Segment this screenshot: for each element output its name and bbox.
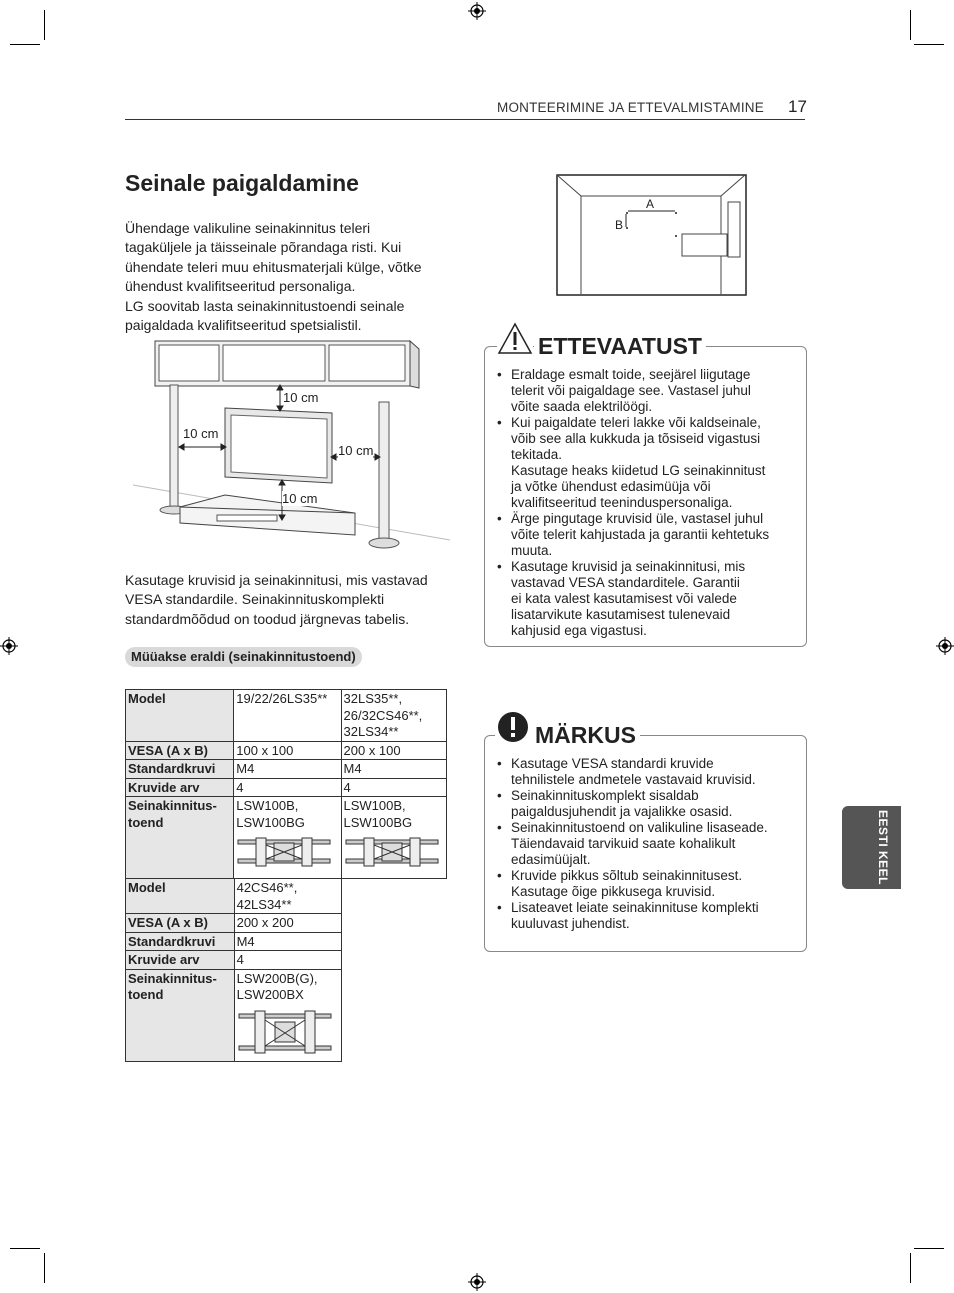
text-line: Kasutage kruvisid ja seinakinnitusi, mis vastavad — [125, 572, 428, 588]
item-line: lisatarvikute kasutamisest tulenevaid — [511, 607, 731, 622]
caution-list — [497, 367, 797, 639]
cell-line: LSW100B, — [236, 798, 299, 813]
table-row — [126, 914, 342, 933]
dimension-b-label: B — [615, 218, 624, 232]
cell-line: 42LS34** — [236, 896, 292, 912]
item-line: kvalifitseeritud teeninduspersonaliga. — [511, 495, 733, 510]
cell-line: LSW100BG — [236, 814, 305, 830]
text-line: VESA standardile. Seinakinnituskomplekti — [125, 591, 385, 608]
cell-line: LSW200B(G), — [236, 970, 318, 986]
item-line: tekitada. — [511, 447, 563, 462]
crop-mark — [910, 10, 911, 40]
item-line: Kasutage õige pikkusega kruvisid. — [511, 884, 716, 899]
table-header-cell — [126, 969, 235, 1061]
intro-paragraph — [125, 219, 445, 335]
dimension-a-label: A — [646, 197, 655, 211]
cell-line: LSW100BG — [343, 814, 413, 830]
item-line: • Seinakinnituskomplekt sisaldab — [511, 788, 699, 803]
table-cell — [234, 797, 341, 879]
list-item — [497, 868, 797, 900]
crop-mark — [44, 1253, 45, 1283]
item-line: • Eraldage esmalt toide, seejärel liigutage — [511, 367, 751, 382]
table-cell — [341, 690, 446, 742]
item-line: Kasutage heaks kiidetud LG seinakinnitust — [511, 463, 766, 478]
cell-line: Seinakinnitus- — [128, 798, 217, 813]
text-line: ühendate teleri muu ehitusmaterjali külge, võtke — [125, 258, 422, 275]
table-cell: 4 — [341, 778, 446, 797]
table-row — [126, 760, 447, 779]
wall-bracket-icon — [237, 1008, 333, 1056]
crop-mark — [914, 1248, 944, 1249]
text-line: Ühendage valikuline seinakinnitus teleri — [125, 220, 371, 236]
table-header-cell — [126, 797, 234, 879]
item-line: paigaldusjuhendit ja vajalikke osasid. — [511, 804, 733, 819]
table-row — [126, 690, 447, 742]
item-line: • Kruvide pikkus sõltub seinakinnitusest. — [511, 868, 743, 883]
item-line: telerit või paigaldage see. Vastasel juhul — [511, 383, 751, 398]
wall-bracket-icon — [344, 835, 440, 869]
table-cell: 4 — [234, 951, 341, 970]
item-line: ja võtke ühendust edasimüüja või — [511, 479, 711, 494]
list-item — [497, 415, 797, 511]
table-cell: M4 — [234, 932, 341, 951]
item-line: • Kui paigaldate teleri lakke või kaldseinale, — [511, 415, 761, 430]
cell-line: LSW200BX — [236, 987, 304, 1002]
table-cell: 4 — [234, 778, 341, 797]
item-line: kuuluvast juhendist. — [511, 916, 630, 931]
list-item — [497, 367, 797, 415]
item-line: muuta. — [511, 543, 553, 558]
note-title: MÄRKUS — [531, 722, 640, 749]
list-item — [497, 559, 797, 639]
text-line: LG soovitab lasta seinakinnitustoendi seinale — [125, 297, 405, 314]
note-list — [497, 756, 797, 932]
item-line: Täiendavaid tarvikuid saate kohalikult — [511, 836, 736, 851]
caution-title: ETTEVAATUST — [534, 333, 706, 360]
clearance-illustration — [125, 335, 450, 555]
list-item — [497, 900, 797, 932]
table-cell: 200 x 200 — [234, 914, 341, 933]
list-item — [497, 820, 797, 868]
table-header-cell: VESA (A x B) — [126, 914, 235, 933]
sold-separately-badge: Müüakse eraldi (seinakinnitustoend) — [125, 647, 362, 667]
item-line: võib see alla kukkuda ja tõsiseid vigastusi — [511, 431, 761, 446]
cell-line: Seinakinnitus- — [128, 970, 217, 986]
clearance-bottom-label: 10 cm — [282, 491, 318, 506]
table-header-cell: Kruvide arv — [126, 778, 234, 797]
registration-mark-icon — [468, 1273, 486, 1291]
vesa-table-2 — [125, 878, 342, 1062]
item-line: • Seinakinnitustoend on valikuline lisaseade. — [511, 820, 768, 835]
table-row — [126, 969, 342, 1061]
crop-mark — [910, 1253, 911, 1283]
cell-line: 32LS34** — [343, 724, 399, 739]
item-line: võite saada elektrilöögi. — [511, 399, 653, 414]
text-line: tagaküljele ja täisseinale põrandaga risti. Kui — [125, 239, 402, 256]
warning-triangle-icon — [497, 322, 533, 356]
section-header: MONTEERIMINE JA ETTEVALMISTAMINE — [497, 100, 764, 115]
table-row — [126, 879, 342, 914]
vesa-paragraph — [125, 571, 445, 629]
cell-line: 42CS46**, — [236, 880, 298, 895]
item-line: ei kata valest kasutamisest või valede — [511, 591, 737, 606]
language-tab-label: EESTI KEEL — [876, 810, 890, 886]
table-cell: M4 — [341, 760, 446, 779]
item-line: kahjusid ega vigastusi. — [511, 623, 647, 638]
page-title: Seinale paigaldamine — [125, 170, 359, 196]
registration-mark-icon — [468, 2, 486, 20]
crop-mark — [10, 1248, 40, 1249]
registration-mark-icon — [0, 637, 18, 655]
table-header-cell: Model — [126, 690, 234, 742]
page-number: 17 — [788, 97, 807, 116]
item-line: vastavad VESA standarditele. Garantii — [511, 575, 740, 590]
item-line: • Ärge pingutage kruvisid üle, vastasel juhul — [511, 511, 764, 526]
table-cell: 200 x 100 — [341, 741, 446, 760]
table-header-cell: Model — [126, 879, 235, 914]
table-cell: 100 x 100 — [234, 741, 341, 760]
list-item — [497, 756, 797, 788]
crop-mark — [44, 10, 45, 40]
table-cell: 19/22/26LS35** — [234, 690, 341, 742]
table-header-cell: VESA (A x B) — [126, 741, 234, 760]
item-line: • Kasutage kruvisid ja seinakinnitusi, mis — [511, 559, 746, 574]
item-line: • Kasutage VESA standardi kruvide — [511, 756, 714, 771]
vesa-dimension-diagram — [556, 174, 748, 297]
item-line: tehnilistele andmetele vastavaid kruvisid. — [511, 772, 756, 787]
table-cell — [234, 969, 341, 1061]
table-header-cell: Kruvide arv — [126, 951, 235, 970]
wall-bracket-icon — [236, 835, 332, 869]
crop-mark — [10, 44, 40, 45]
item-line: • Lisateavet leiate seinakinnituse komplekti — [511, 900, 759, 915]
cell-line: 32LS35**, — [343, 691, 403, 706]
table-cell: M4 — [234, 760, 341, 779]
exclamation-circle-icon — [495, 711, 531, 745]
item-line: edasimüüjalt. — [511, 852, 591, 867]
registration-mark-icon — [936, 637, 954, 655]
clearance-top-label: 10 cm — [283, 390, 319, 405]
list-item — [497, 788, 797, 820]
header-divider — [125, 119, 805, 120]
text-line: standardmõõdud on toodud järgnevas tabelis. — [125, 610, 410, 627]
table-row — [126, 778, 447, 797]
cell-line: toend — [128, 987, 164, 1002]
table-header-cell: Standardkruvi — [126, 932, 235, 951]
table-row — [126, 951, 342, 970]
clearance-right-label: 10 cm — [338, 443, 374, 458]
cell-line: 26/32CS46**, — [343, 707, 423, 723]
table-header-cell: Standardkruvi — [126, 760, 234, 779]
table-cell — [234, 879, 341, 914]
clearance-left-label: 10 cm — [183, 426, 219, 441]
table-cell — [341, 797, 446, 879]
language-tab — [842, 806, 901, 889]
text-line: ühendust kvalifitseeritud personaliga. — [125, 278, 356, 295]
vesa-table-1 — [125, 689, 447, 879]
text-line: paigaldada kvalifitseeritud spetsialistil. — [125, 317, 362, 334]
item-line: võite telerit kahjustada ja garantii kehtetuks — [511, 527, 770, 542]
cell-line: toend — [128, 814, 164, 830]
cell-line: LSW100B, — [343, 798, 406, 813]
table-row — [126, 797, 447, 879]
table-row — [126, 741, 447, 760]
list-item — [497, 511, 797, 559]
table-row — [126, 932, 342, 951]
crop-mark — [914, 44, 944, 45]
